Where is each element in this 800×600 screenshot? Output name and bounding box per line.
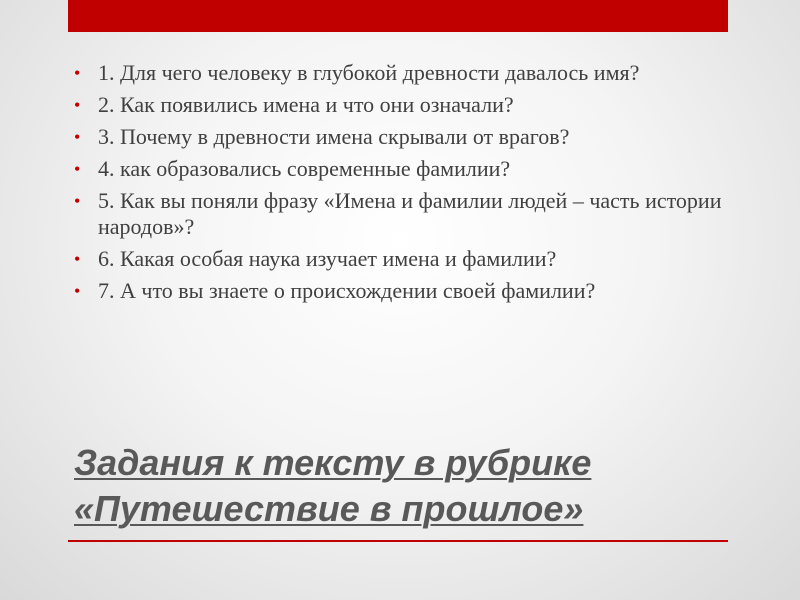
- list-item: [74, 156, 734, 182]
- list-item: [74, 60, 734, 86]
- bullet-icon: •: [74, 281, 81, 301]
- slide-title-line-2: «Путешествие в прошлое»: [74, 488, 584, 529]
- slide-title: [74, 440, 734, 532]
- bullet-icon: •: [74, 127, 81, 147]
- list-item: [74, 92, 734, 118]
- bullet-icon: •: [74, 63, 81, 83]
- list-item-text: 5. Как вы поняли фразу «Имена и фамилии людей – часть истории народов»?: [98, 188, 722, 239]
- list-item: [74, 124, 734, 150]
- list-item: [74, 188, 734, 240]
- slide-title-line-1: Задания к тексту в рубрике: [74, 442, 592, 483]
- list-item-text: 1. Для чего человеку в глубокой древности давалось имя?: [98, 60, 640, 85]
- top-accent-bar: [68, 0, 728, 32]
- bullet-icon: •: [74, 249, 81, 269]
- list-item: [74, 246, 734, 272]
- list-item-text: 3. Почему в древности имена скрывали от врагов?: [98, 124, 570, 149]
- bottom-divider: [68, 540, 728, 542]
- question-list: [74, 60, 734, 310]
- list-item-text: 6. Какая особая наука изучает имена и фамилии?: [98, 246, 557, 271]
- list-item-text: 4. как образовались современные фамилии?: [98, 156, 511, 181]
- list-item-text: 2. Как появились имена и что они означали?: [98, 92, 514, 117]
- bullet-icon: •: [74, 159, 81, 179]
- list-item: [74, 278, 734, 304]
- bullet-icon: •: [74, 191, 81, 211]
- bullet-icon: •: [74, 95, 81, 115]
- list-item-text: 7. А что вы знаете о происхождении своей фамилии?: [98, 278, 596, 303]
